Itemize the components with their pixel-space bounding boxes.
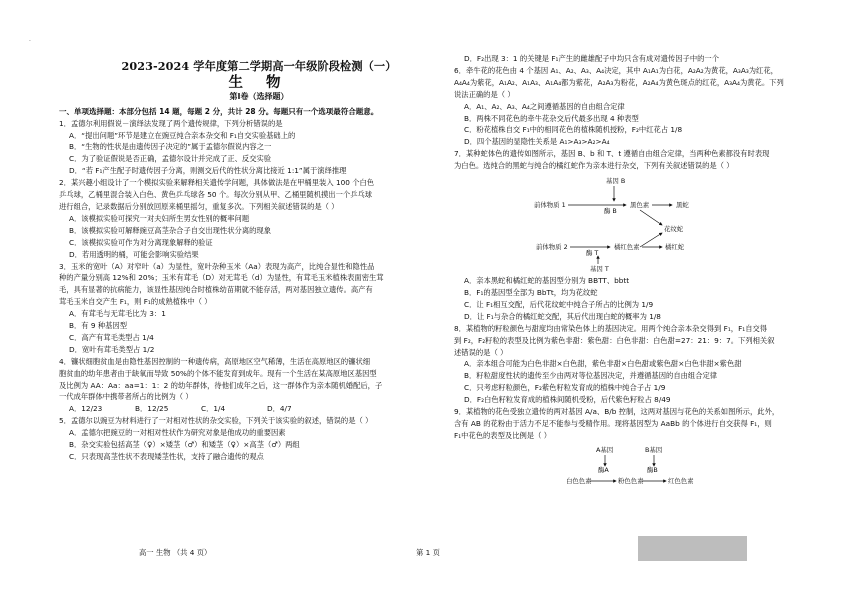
question-line: 含有 AB 的花粉由于活力不足不能参与受精作用。现将基因型为 AaBb 的个体进行自交获得 F₁，则 xyxy=(454,418,772,428)
option-line: C．让 F₁相互交配，后代花纹蛇中纯合子所占的比例为 1/9 xyxy=(464,299,654,309)
pink-pigment-label: 粉色色素 xyxy=(618,476,644,485)
option-line: C．为了验证假说是否正确，孟德尔设计并完成了正、反交实验 xyxy=(69,154,272,164)
option-line: C．只考虑籽粒颜色，F₂紫色籽粒发育成的植株中纯合子占 1/9 xyxy=(464,383,666,393)
white-pigment-label: 白色色素 xyxy=(566,476,592,485)
question-line: 毛，具有显著的抗病能力，该显性基因纯合时植株幼苗期就不能存活，两对基因独立遗传。高产有 xyxy=(59,285,373,295)
option-item: D．4/7 xyxy=(267,404,292,414)
question-line: A₄A₄为紫花，A₁A₂、A₁A₃、A₁A₄都为紫花，A₂A₃为粉花，A₂A₄为黄色斑点的红花，A₃A₄为黄花。下列 xyxy=(454,77,784,87)
option-line: D．F₂出现 3：1 的关键是 F₁产生的雌雄配子中均只含有成对遗传因子中的一个 xyxy=(464,54,720,63)
exam-page: · 2023-2024 学年度第二学期高一年级阶段检测（一） 生 物 第Ⅰ卷（选择题） 一、单项选择题：本部分包括 14 题，每题 2 分，共计 28 分。每题只有一个选项最符合题意。 1．孟德尔利用假说－演绎法发现了两个遗传规律，下列分析错误的是 A．“提出问题”环节是建立在豌豆纯合亲本杂交和 F₁自交实验基础上的 B．“生物的性状是由遗传因子决定的”属于孟德尔假说内容之一 C．为了验证假说是否正确，孟德尔设计并完成了正、反交实验 D．“若 F₁产生配子时遗传因子分离，则测交后代的性状分离比接近 1:1”属于演绎推理 2．某兴趣小组设计了一个模拟实验来解释相关遗传学问题，具体做法是在甲桶里装入 100 个白色 乒乓球，乙桶里混合装入白色、黄色乒乓球各 50 个。每次分别从甲、乙桶里随机摸出一个乒乓球 进行组合，记录数据后分别放回原来桶里摇匀，重复多次。下列相关叙述错误的是（ ） A．该模拟实验可探究一对夫妇所生男女性别的概率问题 B．该模拟实验可解释豌豆高茎杂合子自交出现性状分离的现象 C．该模拟实验可作为对分离现象解释的验证 D．若用透明的桶，可能会影响实验结果 3．玉米的宽叶（A）对窄叶（a）为显性，宽叶杂种玉米（Aa）表现为高产，比纯合显性和隐性品 种的产量分别高 12%和 20%；玉米有茸毛（D）对无茸毛（d）为显性，有茸毛玉米植株表面密生茸 毛，具有显著的抗病能力，该显性基因纯合时植株幼苗期就不能存活，两对基因独立遗传。高产有 茸毛玉米自交产生 F₁，则 F₁的成熟植株中（ ） A．有茸毛与无茸毛比为 3：1 B．有 9 种基因型 C．高产有茸毛类型占 1/4 D．宽叶有茸毛类型占 1/2 4．镰状细胞贫血是由隐性基因控制的一种遗传病，高原地区空气稀薄，生活在高原地区的镰状细 胞贫血的幼年患者由于缺氧而导致 50%的个体不能发育到成年。现有一个生活在某高原地区基因型 及比例为 AA：Aa：aa=1：1：2 的幼年群体，待他们成年之后，这一群体作为亲本随机婚配后，子 一代成年群体中携带者所占的比例为（ ） A．12/23 B．12/25 C．1/4 D．4/7 5．孟德尔以豌豆为材料进行了一对相对性状的杂交实验，下列关于该实验的叙述，错误的是（ ） A．孟德尔把豌豆的一对相对性状作为研究对象是他成功的重要因素 B．杂交实验包括高茎（♀）×矮茎（♂）和矮茎（♀）×高茎（♂）两组 C．只表现高茎性状不表现矮茎性状，支持了融合遗传的观点 D．F₂出现 3：1 的关键是 F₁产生的雌雄配子中均只含有成对遗传因子中的一个 6．牵牛花的花色由 4 个基因 A₁、A₂、A₃、A₄决定，其中 A₁A₁为白花，A₂A₂为黄花，A₃A₃为红花， A₄A₄为紫花，A₁A₂、A₁A₃、A₁A₄都为紫花，A₂A₃为粉花，A₂A₄为黄色斑点的红花，A₃A₄为黄花。下列 说法正确的是（ ） A．A₁、A₂、A₃、A₄之间遵循基因的自由组合定律 B．两株不同花色的牵牛花杂交后代最多出现 4 种表型 C．粉花植株自交 F₁中的相同花色的植株随机授粉，F₂中红花占 1/8 D．四个基因的显隐性关系是 A₁>A₃>A₂>A₄ 7．某种蛇体色的遗传如图所示，基因 B、b 和 T、t 遵循自由组合定律，当两种色素都没有时表现 为白色。选纯合的黑蛇与纯合的橘红蛇作为亲本进行杂交，下列有关叙述错误的是（ ） 基因 B 前体物质 1 酶 B 黑色素 黑蛇 花纹蛇 前体物质 2 酶 T 橘红色素 橘红蛇 基因 T A．亲本黑蛇和橘红蛇的基因型分别为 BBTT、bbtt B．F₁的基因型全部为 BbTt，均为花纹蛇 C．让 F₁相互交配，后代花纹蛇中纯合子所占的比例为 1/9 D．让 F₁与杂合的橘红蛇交配，其后代出现白蛇的概率为 1/8 8．某植物的籽粒颜色与甜度均由常染色体上的基因决定。用两个纯合亲本杂交得到 F₁，F₁自交得 到 F₂，F₂籽粒的表型及比例为紫色非甜：紫色甜：白色非甜：白色甜=27：21：9：7。下列相关叙 述错误的是（ ） A．亲本组合可能为白色非甜×白色甜，紫色非甜×白色甜或紫色甜×白色非甜×紫色甜 B．籽粒甜度性状的遗传至少由两对等位基因决定，并遵循基因的自由组合定律 C．只考虑籽粒颜色，F₂紫色籽粒发育成的植株中纯合子占 1/9 D．F₂白色籽粒发育成的植株间随机受粉，后代紫色籽粒占 8/49 9．某植物的花色受独立遗传的两对基因 A/a、B/b 控制，这两对基因与花色的关系如图所示，此外， 含有 AB 的花粉由于活力不足不能参与受精作用。现将基因型为 AaBb 的个体进行自交获得 F₁，则 F₁中花色的表型及比例是（ ） A基因 B基因 酶A 酶B 白色色素 粉色色素 红色色素 高一 生物 （共 4 页） 第 1 页 xyxy=(0,0,860,595)
gene-a-label: A基因 xyxy=(596,445,614,454)
question-line: 进行组合，记录数据后分别放回原来桶里摇匀，重复多次。下列相关叙述错误的是（ ） xyxy=(59,201,339,211)
flower-color-diagram xyxy=(454,442,814,490)
option-line: B．籽粒甜度性状的遗传至少由两对等位基因决定，并遵循基因的自由组合定律 xyxy=(464,371,718,381)
option-line: C．该模拟实验可作为对分离现象解释的验证 xyxy=(69,237,213,247)
enzyme-a-label: 酶A xyxy=(598,465,609,474)
question-line: 2．某兴趣小组设计了一个模拟实验来解释相关遗传学问题，具体做法是在甲桶里装入 100 个白色 xyxy=(59,178,375,188)
option-line: A．A₁、A₂、A₃、A₄之间遵循基因的自由组合定律 xyxy=(464,101,625,111)
option-line: D．若用透明的桶，可能会影响实验结果 xyxy=(69,249,199,259)
question-line: 述错误的是（ ） xyxy=(454,347,508,357)
orange-snake-label: 橘红蛇 xyxy=(665,243,685,252)
question-line: 种的产量分别高 12%和 20%；玉米有茸毛（D）对无茸毛（d）为显性，有茸毛玉米植株表面密生茸 xyxy=(59,273,384,283)
option-line: C．高产有茸毛类型占 1/4 xyxy=(69,332,154,342)
black-snake-label: 黑蛇 xyxy=(676,201,689,210)
question-line: 一代成年群体中携带者所占的比例为（ ） xyxy=(59,392,193,402)
option-line: A．有茸毛与无茸毛比为 3：1 xyxy=(69,309,166,319)
left-question-list xyxy=(59,118,459,463)
option-line: B．两株不同花色的牵牛花杂交后代最多出现 4 种表型 xyxy=(464,113,639,123)
option-item: C．1/4 xyxy=(201,404,226,414)
question-line: 6．牵牛花的花色由 4 个基因 A₁、A₂、A₃、A₄决定，其中 A₁A₁为白花，A₂A₂为黄花，A₃A₃为红花， xyxy=(454,65,778,75)
question-line: 胞贫血的幼年患者由于缺氧而导致 50%的个体不能发育到成年。现有一个生活在某高原地区基因型 xyxy=(59,368,377,378)
footer-page-number: 第 1 页 xyxy=(416,548,440,557)
right-question-list-2 xyxy=(454,275,814,442)
gene-b-label: 基因 B xyxy=(606,177,626,186)
footer-course: 高一 生物 （共 4 页） xyxy=(139,548,212,557)
option-line: B．有 9 种基因型 xyxy=(69,321,128,331)
enzyme-b-label: 酶 B xyxy=(604,207,617,216)
red-pigment-label: 红色色素 xyxy=(668,476,694,485)
enzyme-b-label: 酶B xyxy=(647,465,658,474)
pattern-snake-label: 花纹蛇 xyxy=(664,225,684,234)
option-item: A．12/23 xyxy=(69,404,103,414)
precursor-2-label: 前体物质 2 xyxy=(536,243,568,252)
right-question-list xyxy=(454,53,814,172)
enzyme-t-label: 酶 T xyxy=(586,249,599,258)
left-column xyxy=(59,0,459,463)
volume-title: 第Ⅰ卷（选择题） xyxy=(229,91,289,101)
question-line: 3．玉米的宽叶（A）对窄叶（a）为显性，宽叶杂种玉米（Aa）表现为高产，比纯合显性和隐性品 xyxy=(59,261,375,271)
option-line: B．杂交实验包括高茎（♀）×矮茎（♂）和矮茎（♀）×高茎（♂）两组 xyxy=(69,440,300,450)
question-line: F₁中花色的表型及比例是（ ） xyxy=(454,430,552,440)
question-line: 7．某种蛇体色的遗传如图所示，基因 B、b 和 T、t 遵循自由组合定律，当两种色素都没有时表现 xyxy=(454,149,770,159)
option-line: D．F₂白色籽粒发育成的植株间随机受粉，后代紫色籽粒占 8/49 xyxy=(464,395,671,405)
option-line: A．亲本组合可能为白色非甜×白色甜，紫色非甜×白色甜或紫色甜×白色非甜×紫色甜 xyxy=(464,359,742,369)
question-line: 茸毛玉米自交产生 F₁，则 F₁的成熟植株中（ ） xyxy=(59,297,212,307)
option-item: B．12/25 xyxy=(135,404,169,414)
option-line: C．只表现高茎性状不表现矮茎性状，支持了融合遗传的观点 xyxy=(69,452,264,461)
orange-pigment-label: 橘红色素 xyxy=(614,243,640,252)
question-line: 到 F₂，F₂籽粒的表型及比例为紫色非甜：紫色甜：白色非甜：白色甜=27：21：9：7。下列相关叙 xyxy=(454,335,775,345)
option-line: D．“若 F₁产生配子时遗传因子分离，则测交后代的性状分离比接近 1:1”属于演绎推理 xyxy=(69,166,347,176)
gene-t-label: 基因 T xyxy=(590,265,609,274)
option-row xyxy=(59,403,459,415)
subject-title: 生 物 xyxy=(228,73,290,91)
precursor-1-label: 前体物质 1 xyxy=(534,201,566,210)
question-line: 1．孟德尔利用假说－演绎法发现了两个遗传规律，下列分析错误的是 xyxy=(59,118,283,128)
question-line: 5．孟德尔以豌豆为材料进行了一对相对性状的杂交实验，下列关于该实验的叙述，错误的是（ ） xyxy=(59,416,373,426)
option-line: A．亲本黑蛇和橘红蛇的基因型分别为 BBTT、bbtt xyxy=(464,276,630,286)
option-line: A．孟德尔把豌豆的一对相对性状作为研究对象是他成功的重要因素 xyxy=(69,428,286,438)
redacted-block xyxy=(638,536,747,561)
option-line: A．该模拟实验可探究一对夫妇所生男女性别的概率问题 xyxy=(69,213,250,223)
question-line: 说法正确的是（ ） xyxy=(454,89,515,99)
option-line: C．粉花植株自交 F₁中的相同花色的植株随机授粉，F₂中红花占 1/8 xyxy=(464,125,683,135)
option-line: D．让 F₁与杂合的橘红蛇交配，其后代出现白蛇的概率为 1/8 xyxy=(464,311,661,321)
option-line: B．该模拟实验可解释豌豆高茎杂合子自交出现性状分离的现象 xyxy=(69,225,272,235)
question-line: 4．镰状细胞贫血是由隐性基因控制的一种遗传病，高原地区空气稀薄，生活在高原地区的镰状细 xyxy=(59,356,371,366)
question-line: 及比例为 AA：Aa：aa=1：1：2 的幼年群体，待他们成年之后，这一群体作为亲本随机婚配后，子 xyxy=(59,380,383,390)
question-line: 8．某植物的籽粒颜色与甜度均由常染色体上的基因决定。用两个纯合亲本杂交得到 F₁，F₁自交得 xyxy=(454,323,768,333)
right-column xyxy=(454,0,814,490)
question-line: 为白色。选纯合的黑蛇与纯合的橘红蛇作为亲本进行杂交，下列有关叙述错误的是（ ） xyxy=(454,161,734,171)
option-line: B．F₁的基因型全部为 BbTt，均为花纹蛇 xyxy=(464,287,598,297)
gene-b-label: B基因 xyxy=(645,445,663,454)
question-line: 9．某植物的花色受独立遗传的两对基因 A/a、B/b 控制，这两对基因与花色的关系如图所示，此外， xyxy=(454,407,780,417)
option-line: D．宽叶有茸毛类型占 1/2 xyxy=(69,344,155,354)
exam-title: 2023-2024 学年度第二学期高一年级阶段检测（一） xyxy=(121,59,397,73)
section-instructions: 一、单项选择题：本部分包括 14 题，每题 2 分，共计 28 分。每题只有一个选项最符合题意。 xyxy=(59,106,379,116)
option-line: A．“提出问题”环节是建立在豌豆纯合亲本杂交和 F₁自交实验基础上的 xyxy=(69,130,296,140)
black-pigment-label: 黑色素 xyxy=(630,201,650,210)
question-line: 乒乓球，乙桶里混合装入白色、黄色乒乓球各 50 个。每次分别从甲、乙桶里随机摸出一个乒乓球 xyxy=(59,190,373,200)
snake-color-diagram xyxy=(454,175,814,275)
option-line: D．四个基因的显隐性关系是 A₁>A₃>A₂>A₄ xyxy=(464,137,610,147)
option-line: B．“生物的性状是由遗传因子决定的”属于孟德尔假说内容之一 xyxy=(69,142,272,152)
